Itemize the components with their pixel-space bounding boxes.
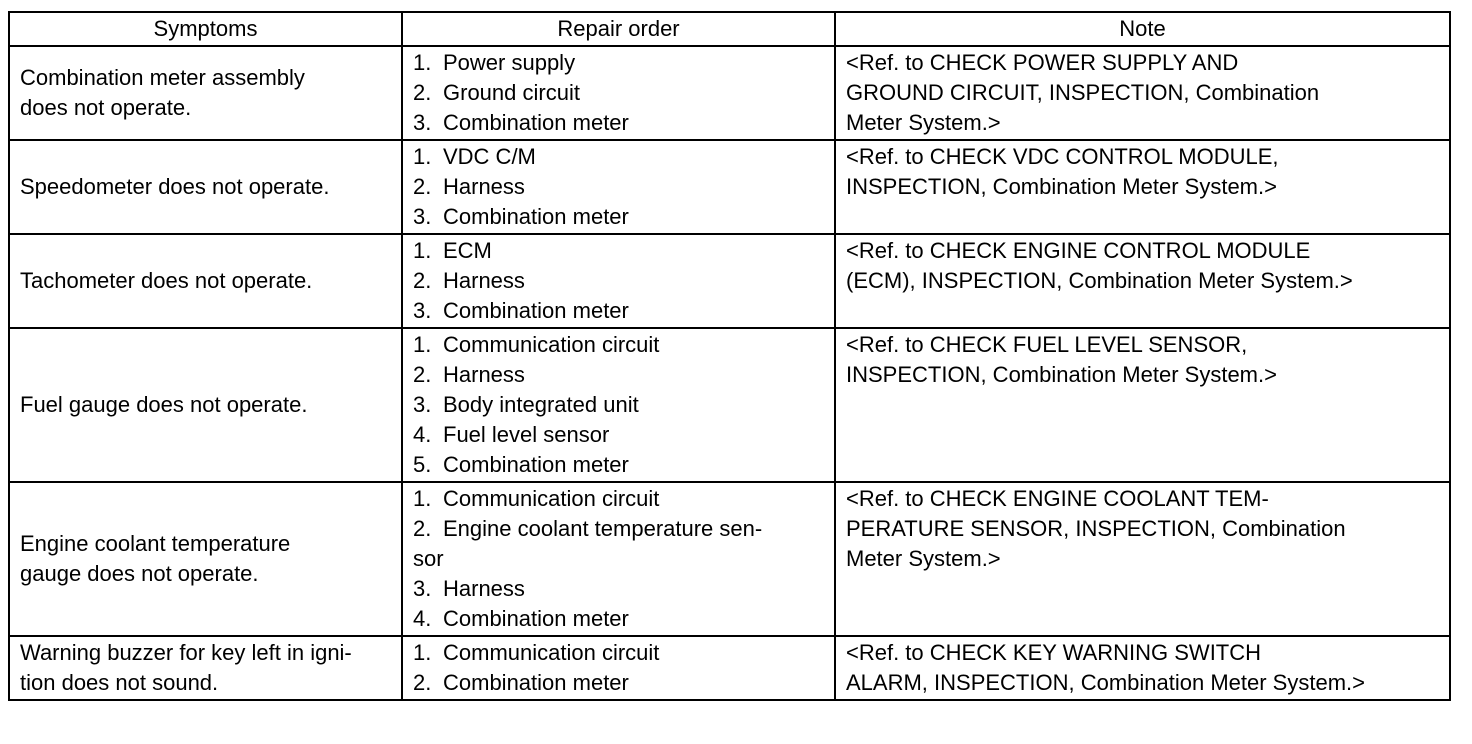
step-number: 2. bbox=[413, 670, 432, 695]
repair-step bbox=[413, 574, 824, 604]
symptom-text: gauge does not operate. bbox=[20, 561, 259, 586]
note-text: <Ref. to CHECK VDC CONTROL MODULE, bbox=[846, 144, 1279, 169]
step-text: Combination meter bbox=[443, 606, 629, 631]
repair-step bbox=[413, 48, 824, 78]
step-number: 2. bbox=[413, 362, 432, 387]
step-text: Harness bbox=[443, 362, 525, 387]
symptom-text: Fuel gauge does not operate. bbox=[20, 392, 308, 417]
step-number: 3. bbox=[413, 204, 432, 229]
symptom-text: tion does not sound. bbox=[20, 670, 219, 695]
note-text: INSPECTION, Combination Meter System.> bbox=[846, 362, 1277, 387]
repair-order-cell bbox=[402, 46, 835, 140]
step-text: Communication circuit bbox=[443, 640, 660, 665]
table-body bbox=[9, 46, 1450, 700]
table-row bbox=[9, 46, 1450, 140]
step-text: Communication circuit bbox=[443, 486, 660, 511]
step-text: Engine coolant temperature sen- bbox=[443, 516, 763, 541]
step-text: ECM bbox=[443, 238, 492, 263]
step-text: Fuel level sensor bbox=[443, 422, 610, 447]
step-number: 2. bbox=[413, 268, 432, 293]
repair-step bbox=[413, 78, 824, 108]
note-text: <Ref. to CHECK ENGINE CONTROL MODULE bbox=[846, 238, 1311, 263]
note-text: INSPECTION, Combination Meter System.> bbox=[846, 174, 1277, 199]
step-number: 3. bbox=[413, 298, 432, 323]
step-text: Harness bbox=[443, 576, 525, 601]
note-text: <Ref. to CHECK FUEL LEVEL SENSOR, bbox=[846, 332, 1248, 357]
repair-step bbox=[413, 236, 824, 266]
step-number: 5. bbox=[413, 452, 432, 477]
repair-step bbox=[413, 668, 824, 698]
symptom-text: Speedometer does not operate. bbox=[20, 174, 330, 199]
symptom-text: Warning buzzer for key left in igni- bbox=[20, 640, 352, 665]
symptom-cell bbox=[9, 140, 402, 234]
step-text: Combination meter bbox=[443, 670, 629, 695]
repair-table bbox=[8, 11, 1451, 701]
note-cell bbox=[835, 482, 1450, 636]
symptom-text: Tachometer does not operate. bbox=[20, 268, 313, 293]
note-cell bbox=[835, 234, 1450, 328]
header-row bbox=[9, 12, 1450, 46]
step-text: Communication circuit bbox=[443, 332, 660, 357]
note-text: <Ref. to CHECK ENGINE COOLANT TEM- bbox=[846, 486, 1269, 511]
header-repair-order: Repair order bbox=[402, 12, 835, 46]
note-cell bbox=[835, 636, 1450, 700]
repair-order-cell bbox=[402, 328, 835, 482]
repair-step bbox=[413, 330, 824, 360]
repair-step bbox=[413, 390, 824, 420]
repair-step bbox=[413, 420, 824, 450]
repair-order-cell bbox=[402, 140, 835, 234]
step-text: Body integrated unit bbox=[443, 392, 639, 417]
note-text: PERATURE SENSOR, INSPECTION, Combination bbox=[846, 516, 1346, 541]
note-cell bbox=[835, 140, 1450, 234]
note-text: <Ref. to CHECK POWER SUPPLY AND bbox=[846, 50, 1239, 75]
symptom-cell bbox=[9, 234, 402, 328]
symptom-text: does not operate. bbox=[20, 95, 192, 120]
step-number: 4. bbox=[413, 422, 432, 447]
header-symptoms: Symptoms bbox=[9, 12, 402, 46]
step-text: Ground circuit bbox=[443, 80, 580, 105]
step-number: 4. bbox=[413, 606, 432, 631]
table-row bbox=[9, 636, 1450, 700]
repair-step bbox=[413, 638, 824, 668]
symptom-cell bbox=[9, 328, 402, 482]
repair-step bbox=[413, 514, 824, 544]
step-number: 1. bbox=[413, 640, 432, 665]
repair-step bbox=[413, 266, 824, 296]
step-text: Combination meter bbox=[443, 110, 629, 135]
step-number: 2. bbox=[413, 516, 432, 541]
repair-step bbox=[413, 604, 824, 634]
note-text: Meter System.> bbox=[846, 546, 1001, 571]
note-text: (ECM), INSPECTION, Combination Meter System.> bbox=[846, 268, 1353, 293]
step-number: 3. bbox=[413, 110, 432, 135]
repair-step bbox=[413, 172, 824, 202]
step-text: Power supply bbox=[443, 50, 576, 75]
symptom-text: Combination meter assembly bbox=[20, 65, 305, 90]
repair-step bbox=[413, 360, 824, 390]
symptom-cell bbox=[9, 46, 402, 140]
note-text: Meter System.> bbox=[846, 110, 1001, 135]
repair-step bbox=[413, 296, 824, 326]
step-number: 1. bbox=[413, 50, 432, 75]
table-row bbox=[9, 234, 1450, 328]
note-text: GROUND CIRCUIT, INSPECTION, Combination bbox=[846, 80, 1320, 105]
step-number: 3. bbox=[413, 392, 432, 417]
table-row bbox=[9, 482, 1450, 636]
step-number: 2. bbox=[413, 80, 432, 105]
step-text: Combination meter bbox=[443, 298, 629, 323]
repair-step bbox=[413, 142, 824, 172]
repair-order-cell bbox=[402, 482, 835, 636]
step-number: 1. bbox=[413, 238, 432, 263]
table-row bbox=[9, 328, 1450, 482]
symptom-cell bbox=[9, 636, 402, 700]
repair-step bbox=[413, 484, 824, 514]
repair-order-cell bbox=[402, 636, 835, 700]
repair-order-cell bbox=[402, 234, 835, 328]
table-row bbox=[9, 140, 1450, 234]
step-text: Combination meter bbox=[443, 204, 629, 229]
step-text-continued: sor bbox=[413, 546, 444, 571]
note-cell bbox=[835, 328, 1450, 482]
step-number: 2. bbox=[413, 174, 432, 199]
symptom-cell bbox=[9, 482, 402, 636]
repair-step bbox=[413, 108, 824, 138]
step-text: Harness bbox=[443, 268, 525, 293]
note-text: <Ref. to CHECK KEY WARNING SWITCH bbox=[846, 640, 1262, 665]
note-text: ALARM, INSPECTION, Combination Meter System.> bbox=[846, 670, 1365, 695]
step-text: Harness bbox=[443, 174, 525, 199]
step-number: 1. bbox=[413, 486, 432, 511]
step-number: 1. bbox=[413, 144, 432, 169]
repair-step bbox=[413, 450, 824, 480]
step-number: 1. bbox=[413, 332, 432, 357]
step-text: Combination meter bbox=[443, 452, 629, 477]
note-cell bbox=[835, 46, 1450, 140]
repair-step bbox=[413, 202, 824, 232]
step-text: VDC C/M bbox=[443, 144, 536, 169]
header-note: Note bbox=[835, 12, 1450, 46]
step-number: 3. bbox=[413, 576, 432, 601]
symptom-text: Engine coolant temperature bbox=[20, 531, 291, 556]
